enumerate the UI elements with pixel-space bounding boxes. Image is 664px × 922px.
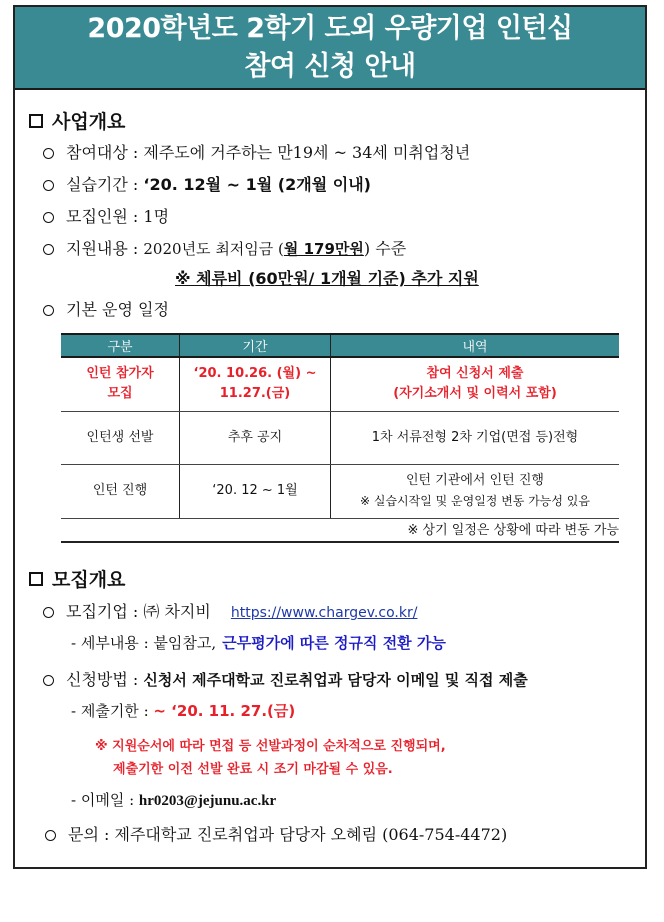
cell-line: 11.27.(금) xyxy=(219,386,291,402)
cell-line: 참여 신청서 제출 xyxy=(426,366,524,382)
circle-bullet-icon xyxy=(43,607,54,618)
cell-line: 인턴 기관에서 인턴 진행 xyxy=(406,473,544,488)
cell-category: 인턴 진행 xyxy=(61,464,180,518)
item-value: 1명 xyxy=(143,207,170,226)
item-value: ‘20. 12월 ~ 1월 (2개월 이내) xyxy=(143,175,371,194)
support-note: ※ 체류비 (60만원/ 1개월 기준) 추가 지원 xyxy=(175,269,479,288)
cell-line: ‘20. 10.26. (월) ~ xyxy=(193,366,317,382)
cell-period xyxy=(180,357,331,411)
circle-bullet-icon xyxy=(43,148,54,159)
deadline-note-line-1: ※ 지원순서에 따라 면접 등 선발과정이 순차적으로 진행되며, xyxy=(95,739,446,754)
circle-bullet-icon xyxy=(45,830,56,841)
schedule-table xyxy=(61,333,619,519)
separator: : xyxy=(127,143,144,162)
cell-period: ‘20. 12 ~ 1월 xyxy=(180,464,331,518)
item-label: - 이메일 : xyxy=(71,791,139,809)
item-support xyxy=(43,236,406,259)
circle-bullet-icon xyxy=(43,675,54,686)
cell-category xyxy=(61,357,180,411)
table-row xyxy=(61,464,619,518)
company-website-link[interactable]: https://www.chargev.co.kr/ xyxy=(230,605,418,621)
circle-bullet-icon xyxy=(43,180,54,191)
table-row xyxy=(61,411,619,464)
item-label: 모집인원 xyxy=(66,207,128,226)
cell-line: 모집 xyxy=(107,386,133,402)
page-title xyxy=(15,7,645,90)
item-value: 근무평가에 따른 정규직 전환 가능 xyxy=(222,634,446,652)
item-email xyxy=(71,789,276,810)
notice-document xyxy=(13,5,647,869)
company-name: ㈜ 차지비 xyxy=(143,602,211,621)
separator: : xyxy=(127,239,144,258)
item-headcount xyxy=(43,204,169,227)
cell-line: 인턴 참가자 xyxy=(86,366,154,382)
separator: : xyxy=(127,602,144,621)
cell-category: 인턴생 선발 xyxy=(61,411,180,464)
item-deadline xyxy=(71,700,295,721)
cell-line: ※ 실습시작일 및 운영일정 변동 가능성 있음 xyxy=(359,494,590,508)
item-company xyxy=(43,599,417,622)
square-bullet-icon xyxy=(29,572,43,586)
section-business-overview xyxy=(29,107,125,134)
item-label: - 세부내용 : 붙임참고, xyxy=(71,634,217,652)
col-header-category: 구분 xyxy=(61,334,180,357)
circle-bullet-icon xyxy=(43,305,54,316)
schedule-footnote: ※ 상기 일정은 상황에 따라 변동 가능 xyxy=(61,521,619,543)
title-line-2: 참여 신청 안내 xyxy=(244,51,416,82)
section-recruitment-overview xyxy=(29,565,125,592)
item-method xyxy=(43,667,528,690)
circle-bullet-icon xyxy=(43,212,54,223)
cell-detail xyxy=(331,357,620,411)
item-label: 모집기업 xyxy=(66,602,128,621)
item-detail xyxy=(71,632,446,653)
cell-period: 추후 공지 xyxy=(180,411,331,464)
item-label: - 제출기한 : xyxy=(71,702,154,720)
item-schedule xyxy=(43,297,169,320)
col-header-period: 기간 xyxy=(180,334,331,357)
item-value-emphasis: 월 179만원 xyxy=(283,240,364,258)
item-value: 제주도에 거주하는 만19세 ~ 34세 미취업청년 xyxy=(143,143,471,162)
table-row xyxy=(61,357,619,411)
cell-detail xyxy=(331,464,620,518)
item-contact xyxy=(45,822,507,845)
item-label: 실습기간 xyxy=(66,175,128,194)
separator: : xyxy=(98,825,115,844)
cell-detail: 1차 서류전형 2차 기업(면접 등)전형 xyxy=(331,411,620,464)
item-label: 기본 운영 일정 xyxy=(66,300,169,319)
item-value: ~ ‘20. 11. 27.(금) xyxy=(153,702,296,720)
email-address: hr0203@jejunu.ac.kr xyxy=(138,793,277,809)
item-label: 참여대상 xyxy=(66,143,128,162)
section-title: 모집개요 xyxy=(52,569,126,591)
item-value-suffix: ) 수준 xyxy=(363,239,407,258)
item-label: 신청방법 xyxy=(66,670,128,689)
item-value: 신청서 제주대학교 진로취업과 담당자 이메일 및 직접 제출 xyxy=(143,671,528,689)
separator: : xyxy=(127,175,144,194)
item-value-prefix: 2020년도 최저임금 ( xyxy=(143,240,284,258)
circle-bullet-icon xyxy=(43,244,54,255)
item-value: 제주대학교 진로취업과 담당자 오혜림 (064-754-4472) xyxy=(114,825,508,844)
section-title: 사업개요 xyxy=(52,111,126,133)
square-bullet-icon xyxy=(29,114,43,128)
item-target xyxy=(43,140,470,163)
col-header-detail: 내역 xyxy=(331,334,620,357)
deadline-note-line-2: 제출기한 이전 선발 완료 시 조기 마감될 수 있음. xyxy=(113,762,393,777)
table-header-row xyxy=(61,334,619,357)
title-line-1: 2020학년도 2학기 도외 우량기업 인턴십 xyxy=(87,13,573,44)
item-label: 문의 xyxy=(68,825,99,844)
item-label: 지원내용 xyxy=(66,239,128,258)
separator: : xyxy=(127,670,144,689)
cell-line: (자기소개서 및 이력서 포함) xyxy=(393,386,557,402)
separator: : xyxy=(127,207,144,226)
item-period xyxy=(43,172,371,195)
